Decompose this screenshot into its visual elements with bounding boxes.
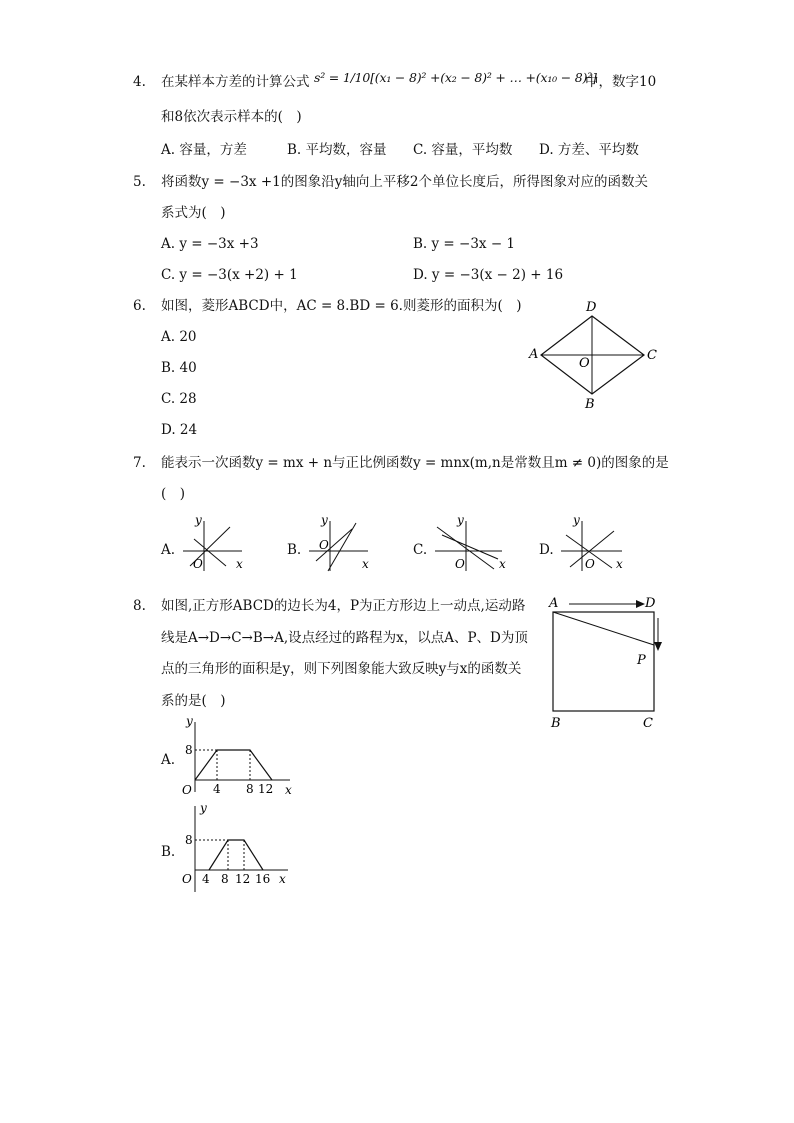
graph-option-a <box>180 513 250 573</box>
question-stem-line1: 如图,正方形ABCD的边长为4，P为正方形边上一动点,运动路 <box>161 598 526 614</box>
label-p: P <box>637 653 646 668</box>
question-stem-end: 中，数字10 <box>585 74 657 90</box>
option-d[interactable]: D. 24 <box>161 422 198 438</box>
option-b[interactable]: B. 40 <box>161 360 197 376</box>
x-axis-label: x <box>285 783 292 797</box>
option-b[interactable]: B. y = −3x − 1 <box>413 236 516 252</box>
question-stem: 将函数y = −3x +1的图象沿y轴向上平移2个单位长度后，所得图象对应的函数关 <box>161 174 648 190</box>
y-axis-label: y <box>457 513 464 527</box>
question-number: 7. <box>133 455 146 471</box>
y-axis-label: y <box>321 513 328 527</box>
x-tick-8: 8 <box>246 782 254 796</box>
option-b[interactable]: B. <box>287 542 302 558</box>
option-d[interactable]: D. 方差、平均数 <box>539 142 639 158</box>
y-axis-label: y <box>573 513 580 527</box>
origin-label: O <box>319 538 329 552</box>
option-b[interactable]: B. 平均数，容量 <box>287 142 387 158</box>
origin-label: O <box>585 557 595 571</box>
x-axis-label: x <box>362 557 369 571</box>
label-b: B <box>551 716 561 731</box>
x-tick-4: 4 <box>213 782 221 796</box>
option-c[interactable]: C. <box>413 542 428 558</box>
graph-option-d <box>558 513 638 573</box>
graph-option-a <box>178 712 308 802</box>
x-axis-label: x <box>616 557 623 571</box>
option-a[interactable]: A. <box>161 542 176 558</box>
origin-label: O <box>455 557 465 571</box>
x-axis-label: x <box>279 872 286 886</box>
question-stem-line2: 系式为( ) <box>161 205 226 221</box>
label-c: C <box>643 716 653 731</box>
option-c[interactable]: C. y = −3(x +2) + 1 <box>161 267 298 283</box>
graph-option-b <box>306 513 376 573</box>
x-tick-16: 16 <box>255 872 271 886</box>
graph-option-b <box>178 800 308 900</box>
option-d[interactable]: D. y = −3(x − 2) + 16 <box>413 267 564 283</box>
y-axis-label: y <box>200 801 207 815</box>
y-tick-8: 8 <box>185 833 193 847</box>
option-b[interactable]: B. <box>161 844 176 860</box>
question-stem: 能表示一次函数y = mx + n与正比例函数y = mnx(m,n是常数且m ≠ 0)的图象的是 <box>161 455 669 471</box>
label-b: B <box>585 397 595 412</box>
y-tick-8: 8 <box>185 743 193 757</box>
variance-formula: s² = 1/10[(x₁ − 8)² +(x₂ − 8)² + … +(x₁₀ − 8)²] <box>314 70 597 85</box>
origin-label: O <box>182 872 192 886</box>
label-d: D <box>586 300 597 315</box>
question-number: 4. <box>133 74 146 90</box>
x-tick-12: 12 <box>258 782 274 796</box>
y-axis-label: y <box>186 714 193 728</box>
question-stem-line4: 系的是( ) <box>161 693 226 709</box>
option-a[interactable]: A. <box>161 752 176 768</box>
question-stem-line2: 线是A→D→C→B→A,设点经过的路程为x，以点A、P、D为顶 <box>161 630 528 646</box>
label-a: A <box>549 596 559 611</box>
arrow-right-head <box>636 600 645 608</box>
question-stem: 在某样本方差的计算公式 <box>161 74 310 90</box>
x-tick-8: 8 <box>221 872 229 886</box>
question-stem-line3: 点的三角形的面积是y，则下列图象能大致反映y与x的函数关 <box>161 661 522 677</box>
question-stem-line2: ( ) <box>161 486 186 502</box>
label-d: D <box>645 596 656 611</box>
origin-label: O <box>182 783 192 797</box>
option-c[interactable]: C. 28 <box>161 391 197 407</box>
x-axis-label: x <box>499 557 506 571</box>
segment-ap <box>553 612 654 645</box>
origin-label: O <box>193 557 203 571</box>
y-axis-label: y <box>195 513 202 527</box>
x-tick-4: 4 <box>202 872 210 886</box>
question-number: 5. <box>133 174 146 190</box>
square-figure <box>544 592 674 732</box>
option-a[interactable]: A. 20 <box>161 329 197 345</box>
question-number: 6. <box>133 298 146 314</box>
question-stem-line2: 和8依次表示样本的( ) <box>161 109 302 125</box>
option-d[interactable]: D. <box>539 542 554 558</box>
label-c: C <box>647 348 657 363</box>
arrow-down-head <box>654 642 662 651</box>
label-a: A <box>529 347 539 362</box>
option-a[interactable]: A. 容量，方差 <box>161 142 247 158</box>
option-a[interactable]: A. y = −3x +3 <box>161 236 259 252</box>
option-c[interactable]: C. 容量，平均数 <box>413 142 513 158</box>
graph-option-c <box>432 513 512 573</box>
x-axis-label: x <box>236 557 243 571</box>
label-o: O <box>579 356 590 371</box>
rhombus-figure <box>526 296 686 416</box>
question-stem: 如图，菱形ABCD中，AC = 8.BD = 6.则菱形的面积为( ) <box>161 298 522 314</box>
question-number: 8. <box>133 598 146 614</box>
x-tick-12: 12 <box>235 872 251 886</box>
